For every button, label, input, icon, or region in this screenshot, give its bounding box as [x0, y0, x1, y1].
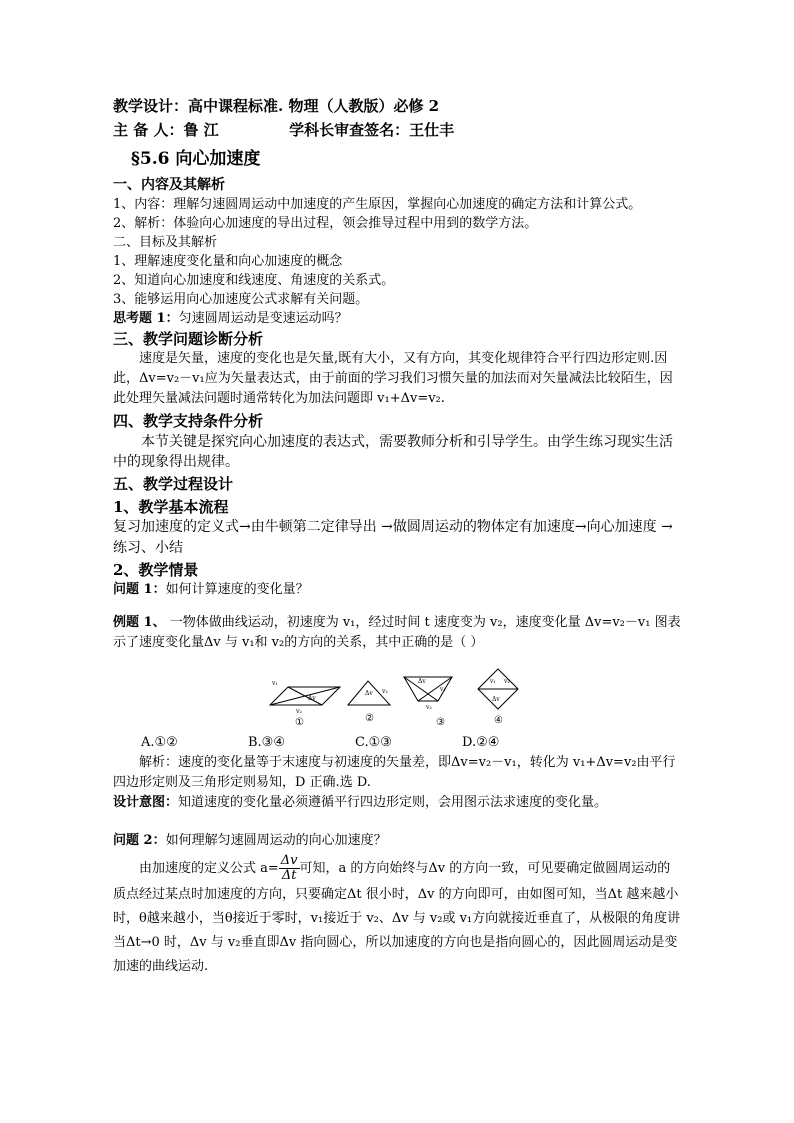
- fig2-v2-label: v₂: [382, 688, 388, 695]
- sec1-heading: 一、内容及其解析: [113, 177, 225, 193]
- sec2-item3: 3、能够运用向心加速度公式求解有关问题。: [113, 292, 369, 307]
- sec3-heading: 三、教学问题诊断分析: [113, 330, 264, 348]
- design-intent-label: 设计意图：: [113, 795, 179, 810]
- fig1-number: ①: [295, 717, 304, 728]
- fig2-dv-label: Δv: [365, 690, 373, 697]
- sec5-heading: 五、教学过程设计: [113, 475, 234, 493]
- fig1-dv-label: Δv: [308, 695, 316, 702]
- example1-analysis: 解析：速度的变化量等于末速度与初速度的矢量差，即Δv=v₂－v₁，转化为 v₁+Δv=v₂由平行四边形定则及三角形定则易知，D 正确.选 D.: [113, 755, 676, 790]
- q2-text: 如何理解匀速圆周运动的向心加速度？: [165, 833, 387, 848]
- vector-figures-svg: [268, 665, 528, 729]
- sec5-sub1: 1、教学基本流程: [113, 498, 229, 516]
- reviewer-label: 学科长审查签名：王仕丰: [289, 121, 455, 139]
- document-page: [113, 96, 683, 979]
- q2-line: [113, 831, 683, 850]
- q1-text: 如何计算速度的变化量？: [165, 582, 309, 597]
- fig3-dv-label: Δv: [418, 678, 426, 685]
- flow-text: 复习加速度的定义式→由牛顿第二定律导出 →做圆周运动的物体定有加速度→向心加速度 → 练习、小结: [113, 519, 673, 556]
- q1-label: 问题 1：: [113, 582, 166, 597]
- sec4-paragraph: 本节关键是探究向心加速度的表达式，需要教师分析和引导学生。由学生练习现实生活中的现象得出规律。: [113, 434, 673, 470]
- fig3-v1-label: v₁: [440, 686, 446, 693]
- q1-line: [113, 580, 683, 599]
- option-d: D.②④: [462, 735, 500, 750]
- option-b: B.③④: [248, 735, 285, 750]
- example1-options: [113, 733, 683, 753]
- fig2-number: ②: [365, 713, 374, 724]
- accel-fraction: [279, 854, 300, 883]
- q2-label: 问题 2：: [113, 833, 166, 848]
- preparer-label: 主 备 人：鲁 江: [113, 121, 219, 139]
- fig4-dv-label: Δv: [492, 696, 500, 703]
- q2-paragraph: [113, 854, 683, 979]
- q2-para-after: 可知，a 的方向始终与Δv 的方向一致，可见要确定做圆周运动的质点经过某点时加速度的方向，只要确定Δt 很小时，Δv 的方向即可，由如图可知，当Δt 越来越小时，θ越来越小，当θ接近于零时，v₁接近于 v₂、Δv 与 v₂或 v₁方向就接近垂直了，从极限的角度讲当Δt→0 时，Δv 与 v₂垂直即Δv 指向圆心，所以加速度的方向也是指向圆心的，因此圆周运动是变加速的曲线运动.: [113, 861, 681, 974]
- fig1-v1-label: v₁: [272, 680, 278, 687]
- fraction-numerator: Δv: [280, 853, 298, 868]
- vector-figures: [268, 665, 528, 729]
- fig3-number: ③: [436, 717, 445, 728]
- design-line: 教学设计：高中课程标准. 物理（人教版）必修 2: [113, 97, 440, 115]
- figure-1: [270, 687, 340, 705]
- q2-para-before: 由加速度的定义公式 a=: [139, 861, 279, 876]
- page-title: §5.6 向心加速度: [131, 149, 261, 169]
- option-a: A.①②: [141, 735, 178, 750]
- example1-para: [113, 613, 683, 653]
- sec1-item1: 1、内容：理解匀速圆周运动中加速度的产生原因，掌握向心加速度的确定方法和计算公式。: [113, 197, 642, 212]
- sec2-item1: 1、理解速度变化量和向心加速度的概念: [113, 254, 343, 269]
- fig4-number: ④: [494, 715, 503, 726]
- author-line: [113, 120, 683, 140]
- fig1-v2-label: v₂: [296, 708, 302, 715]
- sec5-sub2: 2、教学情景: [113, 561, 199, 579]
- fraction-denominator: Δt: [281, 868, 297, 883]
- sec2-item2: 2、知道向心加速度和线速度、角速度的关系式。: [113, 273, 395, 288]
- think1-label: 思考题 1：: [113, 311, 179, 326]
- think1-line: [113, 309, 683, 328]
- example1-label: 例题 1、: [113, 615, 166, 630]
- sec4-heading: 四、教学支持条件分析: [113, 412, 264, 430]
- sec1-item2: 2、解析：体验向心加速度的导出过程，领会推导过程中用到的数学方法。: [113, 216, 538, 231]
- example1-text: 一物体做曲线运动，初速度为 v₁，经过时间 t 速度变为 v₂，速度变化量 Δv=v₂－v₁ 图表示了速度变化量Δv 与 v₁和 v₂的方向的关系，其中正确的是（ ）: [113, 615, 681, 650]
- sec3-paragraph: 速度是矢量，速度的变化也是矢量,既有大小，又有方向，其变化规律符合平行四边形定则.因此，Δv=v₂－v₁应为矢量表达式，由于前面的学习我们习惯矢量的加法而对矢量减法比较陌生，因此处理矢量减法问题时通常转化为加法问题即 v₁+Δv=v₂.: [113, 351, 673, 406]
- fig4-v1-label: v₁: [490, 678, 496, 685]
- design-intent-line: [113, 793, 683, 813]
- fig4-v2-label: v₂: [504, 678, 510, 685]
- fig3-v2-label: v₂: [426, 704, 432, 711]
- option-c: C.①③: [355, 735, 392, 750]
- design-intent-text: 知道速度的变化量必须遵循平行四边形定则，会用图示法求速度的变化量。: [178, 795, 608, 810]
- figure-4: [478, 669, 518, 709]
- sec2-heading: 二、目标及其解析: [113, 235, 218, 250]
- think1-text: 匀速圆周运动是变速运动吗？: [178, 311, 348, 326]
